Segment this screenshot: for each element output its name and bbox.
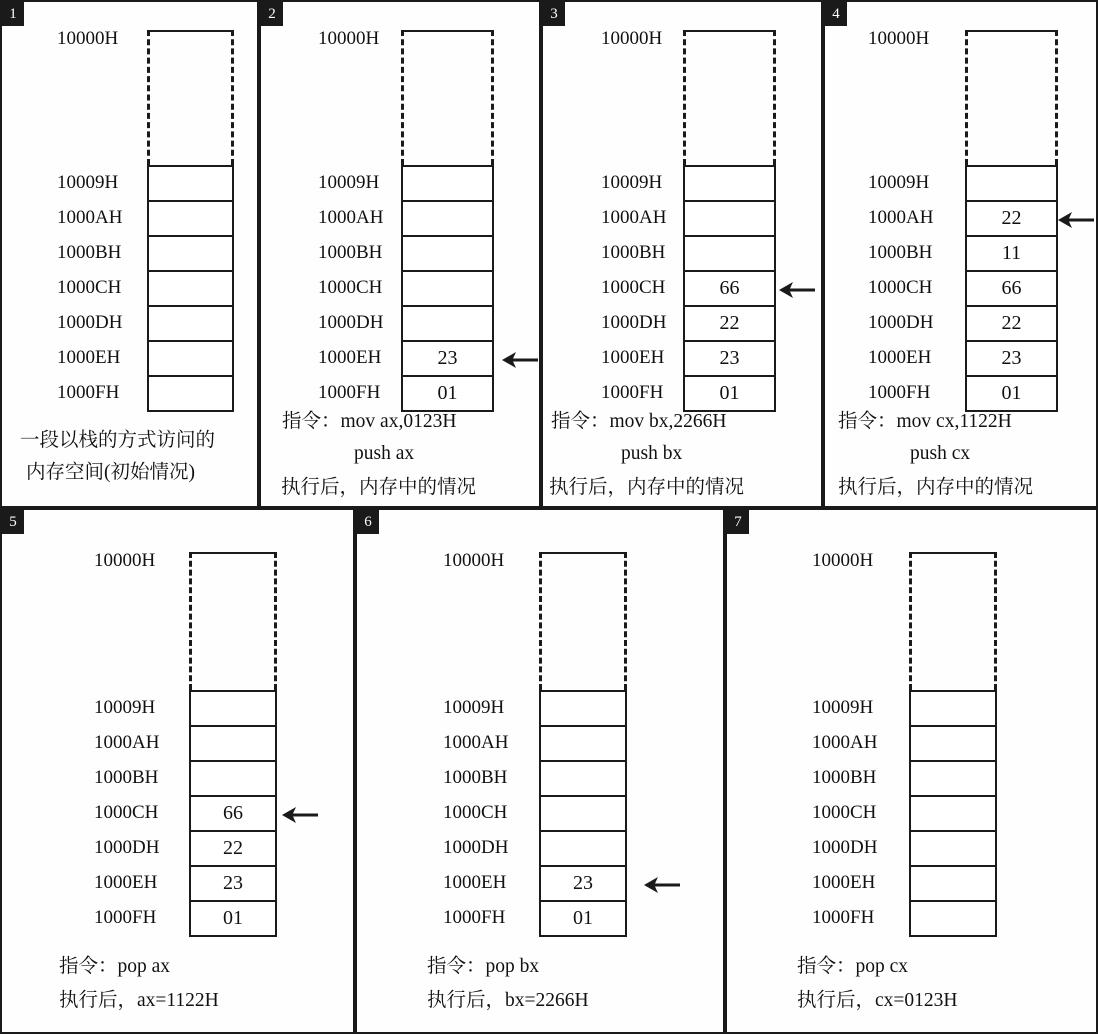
stack-top-edge	[147, 30, 234, 32]
address-label: 1000CH	[57, 277, 122, 298]
memory-cell	[909, 760, 997, 797]
memory-cell: 01	[683, 375, 776, 412]
caption-line: 执行后，bx=2266H	[427, 990, 589, 1011]
address-label: 1000BH	[868, 242, 933, 263]
caption-line: 执行后，内存中的情况	[549, 477, 745, 498]
stack-pointer-arrow	[1058, 209, 1094, 231]
address-label: 1000AH	[812, 732, 878, 753]
stack-dashed-side-right	[1055, 30, 1058, 165]
stack-panel-3	[541, 0, 823, 508]
address-label: 10009H	[318, 172, 380, 193]
address-label: 1000BH	[443, 767, 508, 788]
panel-number: 7	[727, 510, 749, 534]
memory-cell: 01	[539, 900, 627, 937]
stack-dashed-side-left	[189, 552, 192, 690]
memory-cell	[147, 235, 234, 272]
address-label: 1000FH	[318, 382, 381, 403]
memory-cell	[539, 760, 627, 797]
stack-top-edge	[189, 552, 277, 554]
stack-dashed-side-right	[231, 30, 234, 165]
memory-cell: 01	[401, 375, 494, 412]
memory-cell: 23	[539, 865, 627, 902]
address-label: 10009H	[443, 697, 505, 718]
address-label: 1000BH	[57, 242, 122, 263]
caption-line: 指令：pop ax	[59, 956, 171, 977]
stack-dashed-side-right	[491, 30, 494, 165]
address-label: 1000AH	[57, 207, 123, 228]
caption-line: 指令：pop cx	[797, 956, 909, 977]
memory-cell: 23	[965, 340, 1058, 377]
address-label: 1000FH	[601, 382, 664, 403]
address-label: 1000FH	[812, 907, 875, 928]
stack-panel-5	[0, 508, 355, 1034]
caption-line: 内存空间(初始情况)	[26, 462, 195, 483]
address-label: 1000DH	[94, 837, 160, 858]
address-label: 1000DH	[57, 312, 123, 333]
memory-cell	[539, 830, 627, 867]
memory-cell	[147, 270, 234, 307]
caption-line: push cx	[910, 443, 971, 464]
address-label: 1000CH	[812, 802, 877, 823]
caption-line: push ax	[354, 443, 415, 464]
stack-pointer-arrow	[282, 804, 318, 826]
stack-panel-6	[355, 508, 725, 1034]
memory-cell	[401, 200, 494, 237]
address-label-top: 10000H	[812, 550, 874, 571]
address-label: 1000AH	[868, 207, 934, 228]
memory-cell	[539, 795, 627, 832]
memory-cell	[401, 305, 494, 342]
stack-dashed-side-left	[401, 30, 404, 165]
address-label: 1000CH	[443, 802, 508, 823]
address-label: 1000EH	[868, 347, 932, 368]
stack-top-edge	[401, 30, 494, 32]
caption-line: 执行后，内存中的情况	[838, 477, 1034, 498]
memory-cell: 23	[189, 865, 277, 902]
memory-cell: 22	[189, 830, 277, 867]
address-label: 1000AH	[94, 732, 160, 753]
address-label: 1000EH	[318, 347, 382, 368]
address-label: 10009H	[812, 697, 874, 718]
memory-cell: 22	[965, 200, 1058, 237]
memory-cell	[147, 375, 234, 412]
stack-dashed-side-left	[965, 30, 968, 165]
address-label: 1000EH	[601, 347, 665, 368]
memory-cell: 01	[965, 375, 1058, 412]
memory-cell: 22	[965, 305, 1058, 342]
address-label: 1000CH	[601, 277, 666, 298]
stack-panel-4	[823, 0, 1098, 508]
memory-cell: 01	[189, 900, 277, 937]
address-label: 1000FH	[443, 907, 506, 928]
memory-cell	[683, 200, 776, 237]
memory-cell	[147, 165, 234, 202]
caption-line: 执行后，ax=1122H	[59, 990, 219, 1011]
address-label: 1000CH	[318, 277, 383, 298]
caption-line: 指令：pop bx	[427, 956, 540, 977]
stack-panel-2	[259, 0, 541, 508]
caption-line: 指令：mov bx,2266H	[551, 411, 727, 432]
stack-panel-1	[0, 0, 259, 508]
stack-dashed-side-right	[274, 552, 277, 690]
address-label: 1000CH	[94, 802, 159, 823]
stack-top-edge	[539, 552, 627, 554]
memory-cell: 11	[965, 235, 1058, 272]
caption-line: 一段以栈的方式访问的	[20, 430, 216, 451]
memory-cell	[683, 235, 776, 272]
address-label: 1000EH	[812, 872, 876, 893]
address-label: 10009H	[601, 172, 663, 193]
memory-cell	[189, 690, 277, 727]
stack-pointer-arrow	[779, 279, 815, 301]
stack-pointer-arrow	[502, 349, 538, 371]
address-label: 1000BH	[318, 242, 383, 263]
address-label-top: 10000H	[318, 28, 380, 49]
address-label: 1000DH	[601, 312, 667, 333]
memory-cell: 66	[965, 270, 1058, 307]
address-label: 1000FH	[868, 382, 931, 403]
caption-line: 执行后，内存中的情况	[281, 477, 477, 498]
memory-cell	[189, 760, 277, 797]
stack-dashed-side-right	[624, 552, 627, 690]
memory-cell	[539, 690, 627, 727]
address-label: 1000BH	[94, 767, 159, 788]
memory-cell: 23	[401, 340, 494, 377]
address-label: 1000AH	[318, 207, 384, 228]
memory-cell	[909, 795, 997, 832]
address-label: 10009H	[868, 172, 930, 193]
address-label: 1000DH	[443, 837, 509, 858]
memory-cell	[401, 165, 494, 202]
memory-cell	[683, 165, 776, 202]
address-label: 10009H	[94, 697, 156, 718]
address-label: 1000BH	[812, 767, 877, 788]
address-label: 1000AH	[443, 732, 509, 753]
stack-dashed-side-left	[683, 30, 686, 165]
address-label: 1000CH	[868, 277, 933, 298]
memory-cell: 23	[683, 340, 776, 377]
address-label: 1000AH	[601, 207, 667, 228]
address-label: 10009H	[57, 172, 119, 193]
caption-line: 指令：mov ax,0123H	[282, 411, 457, 432]
stack-dashed-side-left	[539, 552, 542, 690]
memory-cell	[909, 725, 997, 762]
memory-cell	[147, 200, 234, 237]
address-label-top: 10000H	[94, 550, 156, 571]
memory-cell	[909, 690, 997, 727]
stack-dashed-side-left	[147, 30, 150, 165]
stack-panel-7	[725, 508, 1098, 1034]
panel-number: 1	[2, 2, 24, 26]
memory-cell: 22	[683, 305, 776, 342]
address-label: 1000DH	[868, 312, 934, 333]
memory-cell: 66	[189, 795, 277, 832]
memory-cell	[909, 865, 997, 902]
memory-cell	[401, 270, 494, 307]
address-label: 1000DH	[318, 312, 384, 333]
stack-dashed-side-right	[994, 552, 997, 690]
memory-cell	[909, 830, 997, 867]
address-label: 1000EH	[57, 347, 121, 368]
caption-line: push bx	[621, 443, 683, 464]
address-label: 1000BH	[601, 242, 666, 263]
address-label: 1000FH	[57, 382, 120, 403]
memory-cell: 66	[683, 270, 776, 307]
panel-number: 6	[357, 510, 379, 534]
stack-dashed-side-left	[909, 552, 912, 690]
address-label-top: 10000H	[57, 28, 119, 49]
stack-dashed-side-right	[773, 30, 776, 165]
address-label-top: 10000H	[601, 28, 663, 49]
stack-top-edge	[965, 30, 1058, 32]
stack-top-edge	[909, 552, 997, 554]
address-label: 1000FH	[94, 907, 157, 928]
memory-cell	[147, 340, 234, 377]
memory-cell	[909, 900, 997, 937]
memory-cell	[189, 725, 277, 762]
address-label-top: 10000H	[868, 28, 930, 49]
memory-cell	[401, 235, 494, 272]
memory-cell	[147, 305, 234, 342]
address-label: 1000EH	[94, 872, 158, 893]
panel-number: 4	[825, 2, 847, 26]
stack-top-edge	[683, 30, 776, 32]
address-label: 1000DH	[812, 837, 878, 858]
panel-number: 5	[2, 510, 24, 534]
memory-cell	[965, 165, 1058, 202]
memory-cell	[539, 725, 627, 762]
panel-number: 3	[543, 2, 565, 26]
caption-line: 执行后，cx=0123H	[797, 990, 958, 1011]
caption-line: 指令：mov cx,1122H	[838, 411, 1012, 432]
address-label-top: 10000H	[443, 550, 505, 571]
panel-number: 2	[261, 2, 283, 26]
address-label: 1000EH	[443, 872, 507, 893]
stack-pointer-arrow	[644, 874, 680, 896]
